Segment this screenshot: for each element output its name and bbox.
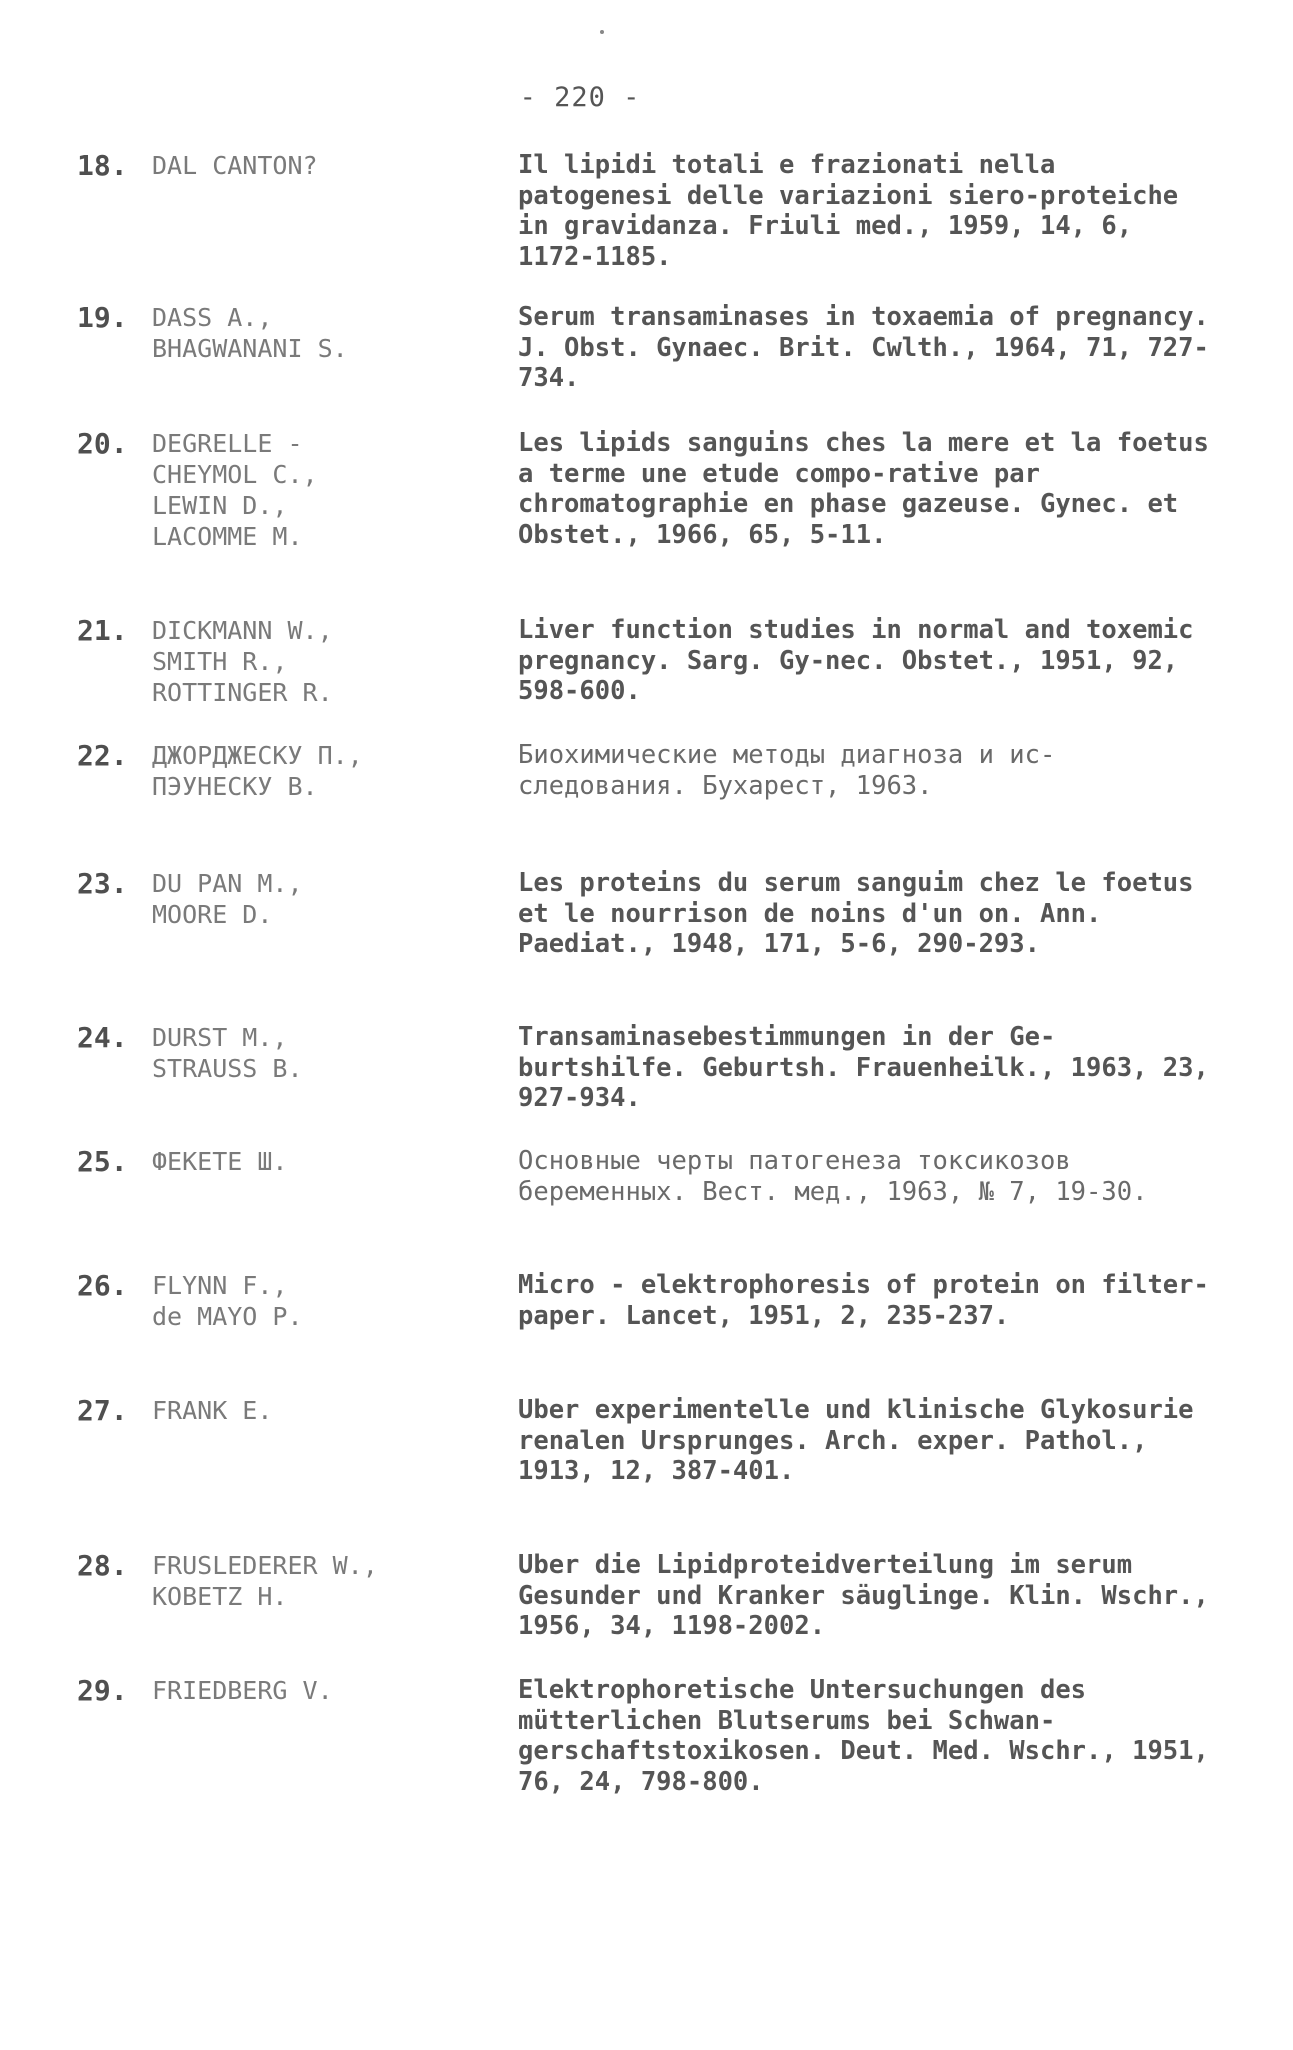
reference-authors: FRANK E. xyxy=(152,1396,273,1425)
reference-number: 24. xyxy=(77,1021,128,1054)
reference-number: 18. xyxy=(77,149,128,182)
scan-speck xyxy=(600,30,604,34)
reference-citation: Les lipids sanguins ches la mere et la foetus a terme une etude compo-rative par chromatographie en phase gazeuse. Gynec. et Obstet., 1966, 65, 5-11. xyxy=(518,428,1209,550)
reference-number: 19. xyxy=(77,301,128,334)
reference-citation: Uber experimentelle und klinische Glykosurie renalen Ursprunges. Arch. exper. Pathol., 1913, 12, 387-401. xyxy=(518,1395,1194,1486)
reference-citation: Micro - elektrophoresis of protein on filter-paper. Lancet, 1951, 2, 235-237. xyxy=(518,1270,1209,1331)
reference-citation: Elektrophoretische Untersuchungen des mütterlichen Blutserums bei Schwan-gerschaftstoxikosen. Deut. Med. Wschr., 1951, 76, 24, 798-800. xyxy=(518,1675,1209,1797)
reference-number: 27. xyxy=(77,1394,128,1427)
reference-authors: DICKMANN W., SMITH R., ROTTINGER R. xyxy=(152,616,333,707)
reference-citation: Liver function studies in normal and toxemic pregnancy. Sarg. Gy-nec. Obstet., 1951, 92, 598-600. xyxy=(518,615,1194,706)
reference-authors: DURST M., STRAUSS B. xyxy=(152,1023,303,1083)
reference-citation: Il lipidi totali e frazionati nella patogenesi delle variazioni siero-proteiche in gravidanza. Friuli med., 1959, 14, 6, 1172-1185. xyxy=(518,150,1179,272)
reference-number: 23. xyxy=(77,867,128,900)
reference-authors: DEGRELLE - CHEYMOL C., LEWIN D., LACOMME M. xyxy=(152,429,318,551)
page-number: - 220 - xyxy=(519,82,641,113)
reference-authors: ДЖОРДЖЕСКУ П., ПЭУНЕСКУ В. xyxy=(152,741,363,801)
reference-number: 26. xyxy=(77,1269,128,1302)
reference-authors: FLYNN F., de MAYO P. xyxy=(152,1271,303,1331)
reference-number: 29. xyxy=(77,1674,128,1707)
reference-number: 25. xyxy=(77,1145,128,1178)
reference-number: 28. xyxy=(77,1549,128,1582)
reference-citation: Transaminasebestimmungen in der Ge-burtshilfe. Geburtsh. Frauenheilk., 1963, 23, 927-934. xyxy=(518,1022,1209,1113)
reference-citation: Uber die Lipidproteidverteilung im serum Gesunder und Kranker säuglinge. Klin. Wschr., 1956, 34, 1198-2002. xyxy=(518,1550,1209,1641)
reference-number: 21. xyxy=(77,614,128,647)
reference-authors: ФЕКЕТЕ Ш. xyxy=(152,1147,288,1176)
reference-citation: Serum transaminases in toxaemia of pregnancy. J. Obst. Gynaec. Brit. Cwlth., 1964, 71, 727-734. xyxy=(518,302,1209,393)
reference-authors: FRIEDBERG V. xyxy=(152,1676,333,1705)
reference-citation: Les proteins du serum sanguim chez le foetus et le nourrison de noins d'un on. Ann. Paediat., 1948, 171, 5-6, 290-293. xyxy=(518,868,1194,959)
reference-citation: Основные черты патогенеза токсикозов беременных. Вест. мед., 1963, № 7, 19-30. xyxy=(518,1146,1148,1207)
reference-authors: DU PAN M., MOORE D. xyxy=(152,869,303,929)
reference-authors: DAL CANTON? xyxy=(152,151,318,180)
reference-authors: DASS A., BHAGWANANI S. xyxy=(152,303,348,363)
reference-authors: FRUSLEDERER W., KOBETZ H. xyxy=(152,1551,378,1611)
reference-number: 22. xyxy=(77,739,128,772)
reference-citation: Биохимические методы диагноза и ис-следования. Бухарест, 1963. xyxy=(518,740,1056,801)
reference-number: 20. xyxy=(77,427,128,460)
